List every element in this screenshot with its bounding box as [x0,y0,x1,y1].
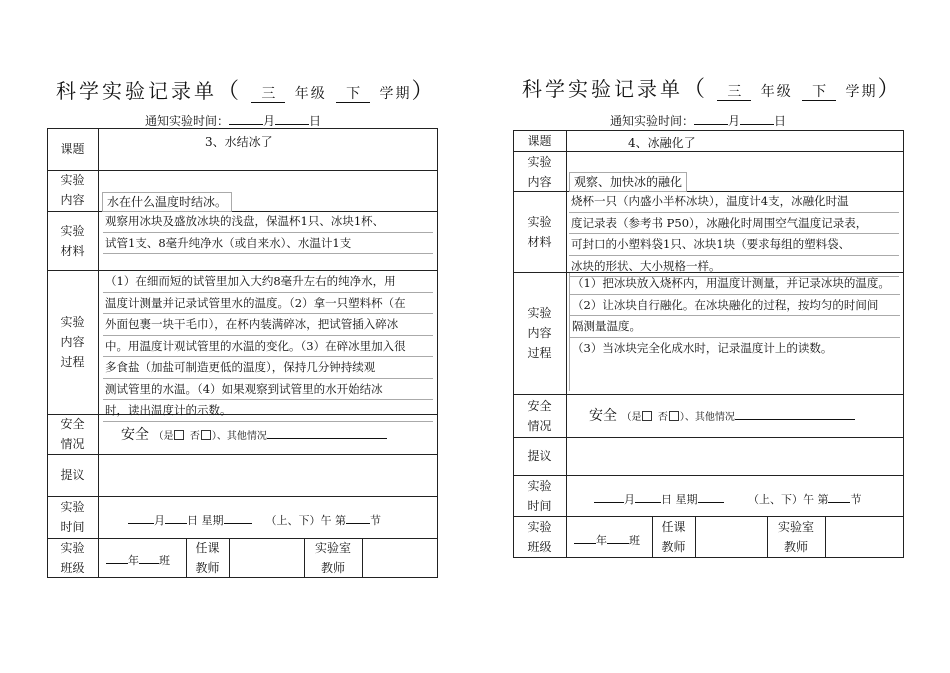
safety-label: 安全 情况 [527,399,552,433]
process-line: （3）当冰块完全化成水时，记录温度计上的读数。 [572,340,833,355]
term-label: 学期 [379,86,412,102]
row-divider [47,538,438,539]
materials-text [103,211,433,254]
grade-value: 三 [251,86,285,103]
row-divider [47,454,438,455]
lab-value-divider [362,538,363,578]
notice-day-label: 日 [774,114,787,128]
safety-other-label: ）、其他情况 [679,412,735,423]
materials-line: 度记录表（参考书 P50），冰融化时周围空气温度记录表， [569,213,899,235]
paren-close: ） [877,77,903,102]
safety-no-label: 否 [657,412,668,423]
notice-month-blank[interactable] [694,114,728,125]
safety-no-checkbox[interactable] [669,411,679,421]
class-field [106,552,170,568]
process-line: （2）让冰块自行融化。在冰块融化的过程，按均匀的时间间 [570,295,900,317]
time-day-blank[interactable] [635,492,661,503]
notice-day-blank[interactable] [740,114,774,125]
class-year-label: 年 [128,554,139,567]
time-label: 实验 时间 [527,479,552,513]
grade-label: 年级 [294,86,327,102]
safety-yes-checkbox[interactable] [642,411,652,421]
time-month-label: 月 [624,493,635,506]
teacher-divider [229,538,230,578]
content-label: 实验 内容 [527,155,552,189]
grade-value: 三 [717,84,751,101]
teacher-divider [695,516,696,558]
time-month-blank[interactable] [128,513,154,524]
topic-value: 3、水结冰了 [205,135,273,149]
safety-no-checkbox[interactable] [201,430,211,440]
time-label: 实验 时间 [60,500,85,534]
period-blank[interactable] [346,513,370,524]
safety-yes-label: （是 [621,412,642,423]
safety-other-blank[interactable] [267,428,387,439]
safety-field [589,405,855,425]
safety-other-blank[interactable] [735,409,855,420]
notice-day-label: 日 [309,114,322,128]
paren-open: （ [217,79,243,104]
term-value: 下 [336,86,370,103]
row-divider [513,151,904,152]
materials-text [569,191,899,277]
notice-label: 通知实验时间： [610,114,695,128]
content-label: 实验 内容 [60,173,85,207]
row-divider [513,475,904,476]
class-ban-blank[interactable] [607,533,629,544]
process-label: 实验 内容 过程 [60,315,85,369]
row-divider [47,170,438,171]
row-divider [513,394,904,395]
notice-month-blank[interactable] [229,114,263,125]
teacher-label: 任课 教师 [661,520,686,554]
time-day-label: 日 星期 [661,493,698,506]
process-line: 温度计测量并记录试管里水的温度。（2）拿一只塑料杯（在 [103,293,433,315]
safety-yes-label: （是 [153,431,174,442]
title-text: 科学实验记录单 [522,77,683,101]
time-day-label: 日 星期 [187,514,224,527]
process-line: 外面包裹一块干毛巾），在杯内装满碎冰，把试管插入碎冰 [103,314,433,336]
safety-yes-checkbox[interactable] [174,430,184,440]
materials-line: 可封口的小塑料袋1只、冰块1块（要求每组的塑料袋、 [569,234,899,256]
time-ampm-label: （上、下）午 第 [265,514,346,527]
materials-label: 实验 材料 [527,215,552,249]
topic-value: 4、冰融化了 [628,136,696,150]
weekday-blank[interactable] [224,513,252,524]
process-line: 隔测量温度。 [570,316,900,338]
safety-word: 安全 [121,427,149,443]
period-blank[interactable] [828,492,850,503]
notice-month-label: 月 [263,114,276,128]
notice-month-label: 月 [728,114,741,128]
paren-close: ） [411,79,437,104]
materials-line: 烧杯一只（内盛小半杯冰块），温度计4支，冰融化时温 [569,191,899,213]
class-field [574,532,640,548]
safety-other-label: ）、其他情况 [211,431,267,442]
title-text: 科学实验记录单 [56,79,217,103]
class-label: 实验 班级 [60,541,85,575]
notice-time [145,112,321,129]
lab-value-divider [825,516,826,558]
notice-label: 通知实验时间： [145,114,230,128]
process-line: 中。用温度计观试管里的水温的变化。（3）在碎冰里加入很 [103,336,433,358]
row-divider [513,516,904,517]
suggest-label: 提议 [60,468,85,482]
row-divider [513,437,904,438]
process-text [569,273,900,391]
term-value: 下 [802,84,836,101]
label-column-divider [98,128,99,578]
topic-label: 课题 [527,134,552,148]
sheet-title [56,74,436,105]
class-ban-label: 班 [159,554,170,567]
label-column-divider [566,130,567,558]
process-line: 时，读出温度计的示数。 [103,400,433,422]
class-year-blank[interactable] [574,533,596,544]
row-divider [47,496,438,497]
materials-line: 试管1支、8毫升纯净水（或自来水）、水温计1支 [103,233,433,255]
process-line: （1）把冰块放入烧杯内，用温度计测量，并记录冰块的温度。 [570,273,900,295]
materials-label: 实验 材料 [60,224,85,258]
class-ban-label: 班 [629,534,640,547]
time-day-blank[interactable] [165,513,187,524]
safety-no-label: 否 [189,431,200,442]
topic-label: 课题 [60,142,85,156]
notice-day-blank[interactable] [275,114,309,125]
notice-time [610,112,786,129]
class-year-label: 年 [596,534,607,547]
lab-teacher-label: 实验室 教师 [777,520,814,554]
term-label: 学期 [845,84,878,100]
lab-teacher-label: 实验室 教师 [314,541,351,575]
process-line: （1）在细而短的试管里加入大约8毫升左右的纯净水，用 [103,271,433,293]
paren-open: （ [683,77,709,102]
time-period-label: 节 [370,514,381,527]
sheet-title [522,72,902,103]
materials-line: 观察用冰块及盛放冰块的浅盘，保温杯1只、冰块1杯、 [103,211,433,233]
safety-field [121,424,387,444]
time-month-label: 月 [154,514,165,527]
class-ban-blank[interactable] [139,553,159,564]
content-value: 观察、加快冰的融化 [569,172,687,192]
time-field [594,491,861,507]
weekday-blank[interactable] [698,492,724,503]
time-month-blank[interactable] [594,492,624,503]
class-year-blank[interactable] [106,553,128,564]
time-period-label: 节 [850,493,862,506]
content-value: 水在什么温度时结冰。 [102,192,232,212]
teacher-label: 任课 教师 [195,541,220,575]
safety-label: 安全 情况 [60,417,85,451]
materials-line: 冰块的形状、大小规格一样。 [569,256,899,278]
process-label: 实验 内容 过程 [527,306,552,360]
class-label: 实验 班级 [527,520,552,554]
process-line: 多食盐（加盐可制造更低的温度），保持几分钟持续观 [103,357,433,379]
process-line: 测试管里的水温。（4）如果观察到试管里的水开始结冰 [103,379,433,401]
suggest-label: 提议 [527,449,552,463]
grade-label: 年级 [760,84,793,100]
time-field [128,512,381,528]
safety-word: 安全 [589,408,617,424]
process-text [103,271,433,422]
time-ampm-label: （上、下）午 第 [747,493,829,506]
